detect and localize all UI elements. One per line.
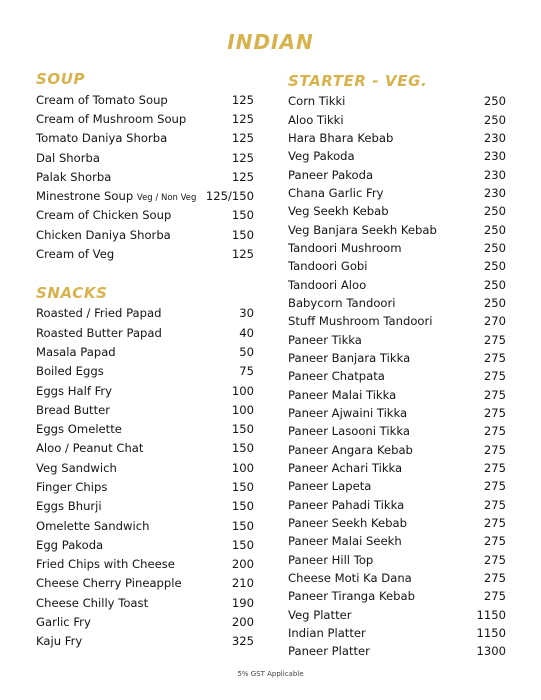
item-name: Veg Seekh Kebab [288, 204, 389, 219]
menu-item [288, 624, 506, 642]
item-price: 275 [483, 534, 506, 549]
menu-item [288, 220, 506, 238]
menu-item [36, 555, 254, 574]
item-price: 100 [231, 402, 254, 417]
item-name: Chana Garlic Fry [288, 185, 384, 200]
menu-item [288, 606, 506, 624]
starter-list [288, 92, 506, 661]
menu-item [36, 458, 254, 477]
snacks-list [36, 304, 254, 651]
menu-item [36, 400, 254, 419]
item-name: Veg Platter [288, 607, 352, 622]
menu-title: INDIAN [227, 30, 314, 54]
item-price: 125/150 [205, 189, 254, 204]
menu-item [288, 386, 506, 404]
menu-item [288, 239, 506, 257]
item-price: 325 [231, 634, 254, 649]
menu-item [36, 167, 254, 186]
snacks-heading: SNACKS [36, 283, 108, 302]
menu-item [288, 257, 506, 275]
menu-item [288, 404, 506, 422]
item-name: Eggs Omelette [36, 422, 122, 437]
starter-heading: STARTER - VEG. [288, 72, 428, 90]
menu-item [36, 225, 254, 244]
item-name: Babycorn Tandoori [288, 295, 396, 310]
menu-item [36, 381, 254, 400]
item-name: Stuff Mushroom Tandoori [288, 314, 433, 329]
item-price: 1150 [476, 626, 506, 641]
item-price: 250 [483, 222, 506, 237]
menu-item [36, 497, 254, 516]
menu-item [36, 362, 254, 381]
menu-item [36, 304, 254, 323]
item-name: Cheese Chilly Toast [36, 595, 149, 610]
item-price: 75 [239, 364, 254, 379]
item-price: 125 [231, 169, 254, 184]
item-price: 40 [239, 325, 254, 340]
menu-item [288, 349, 506, 367]
menu-item [288, 275, 506, 293]
menu-item [288, 514, 506, 532]
item-name: Eggs Half Fry [36, 383, 113, 398]
item-name: Roasted Butter Papad [36, 325, 162, 340]
menu-item [288, 569, 506, 587]
menu-item [288, 330, 506, 348]
menu-item [36, 612, 254, 631]
item-variant: Veg / Non Veg [136, 193, 197, 204]
item-name: Chicken Daniya Shorba [36, 227, 171, 242]
item-price: 1150 [476, 607, 506, 622]
menu-item [288, 477, 506, 495]
menu-item [36, 574, 254, 593]
item-price: 210 [231, 576, 254, 591]
item-name: Veg Banjara Seekh Kebab [288, 222, 437, 237]
item-price: 30 [239, 306, 254, 321]
item-price: 100 [231, 383, 254, 398]
item-price: 150 [231, 208, 254, 223]
item-price: 275 [483, 461, 506, 476]
item-name: Masala Papad [36, 344, 116, 359]
item-name: Paneer Chatpata [288, 369, 385, 384]
item-price: 250 [483, 259, 506, 274]
item-price: 150 [231, 499, 254, 514]
item-name: Minestrone Soup Veg / Non Veg [36, 189, 197, 204]
item-price: 275 [483, 479, 506, 494]
item-name: Paneer Platter [288, 644, 370, 659]
item-price: 150 [231, 227, 254, 242]
item-name: Finger Chips [36, 479, 108, 494]
item-name: Paneer Banjara Tikka [288, 350, 411, 365]
item-name: Corn Tikki [288, 94, 346, 109]
item-price: 275 [483, 516, 506, 531]
item-price: 230 [483, 167, 506, 182]
menu-item [288, 110, 506, 128]
item-price: 230 [483, 130, 506, 145]
item-price: 275 [483, 369, 506, 384]
menu-item [36, 439, 254, 458]
item-price: 275 [483, 424, 506, 439]
item-price: 125 [231, 150, 254, 165]
item-name: Cheese Cherry Pineapple [36, 576, 182, 591]
menu-item [36, 129, 254, 148]
item-price: 150 [231, 518, 254, 533]
item-price: 190 [231, 595, 254, 610]
menu-item [288, 496, 506, 514]
item-name: Egg Pakoda [36, 537, 104, 552]
item-name: Kaju Fry [36, 634, 83, 649]
item-name: Bread Butter [36, 402, 111, 417]
item-price: 275 [483, 442, 506, 457]
item-price: 275 [483, 589, 506, 604]
menu-item [288, 92, 506, 110]
item-price: 250 [483, 277, 506, 292]
item-price: 250 [483, 204, 506, 219]
item-name: Paneer Ajwaini Tikka [288, 406, 408, 421]
item-price: 270 [483, 314, 506, 329]
item-price: 275 [483, 552, 506, 567]
menu-item [288, 532, 506, 550]
item-price: 250 [483, 295, 506, 310]
item-price: 275 [483, 571, 506, 586]
item-name: Aloo / Peanut Chat [36, 441, 144, 456]
item-name: Tandoori Mushroom [288, 240, 402, 255]
item-name: Aloo Tikki [288, 112, 344, 127]
menu-item [36, 206, 254, 225]
item-price: 125 [231, 111, 254, 126]
menu-item [36, 593, 254, 612]
item-name: Paneer Lasooni Tikka [288, 424, 410, 439]
menu-item [288, 551, 506, 569]
menu-item [288, 147, 506, 165]
menu-item [36, 244, 254, 263]
gst-note: 5% GST Applicable [237, 670, 304, 678]
item-price: 100 [231, 460, 254, 475]
menu-item [288, 312, 506, 330]
item-name: Indian Platter [288, 626, 366, 641]
item-name: Veg Sandwich [36, 460, 117, 475]
item-price: 125 [231, 92, 254, 107]
item-name: Hara Bhara Kebab [288, 130, 394, 145]
item-name: Tandoori Gobi [288, 259, 368, 274]
menu-item [36, 90, 254, 109]
item-name: Paneer Lapeta [288, 479, 372, 494]
menu-item [288, 202, 506, 220]
item-price: 200 [231, 557, 254, 572]
item-price: 150 [231, 441, 254, 456]
item-price: 275 [483, 497, 506, 512]
menu-item [36, 419, 254, 438]
item-name: Paneer Malai Seekh [288, 534, 402, 549]
item-price: 50 [239, 344, 254, 359]
item-name: Veg Pakoda [288, 149, 355, 164]
item-name: Tomato Daniya Shorba [36, 131, 168, 146]
menu-item [36, 323, 254, 342]
item-price: 200 [231, 615, 254, 630]
menu-item [36, 186, 254, 205]
menu-item [288, 184, 506, 202]
item-price: 275 [483, 332, 506, 347]
menu-item [288, 459, 506, 477]
item-price: 230 [483, 149, 506, 164]
item-price: 150 [231, 422, 254, 437]
item-name: Cream of Tomato Soup [36, 92, 168, 107]
item-price: 250 [483, 94, 506, 109]
menu-item [36, 148, 254, 167]
item-price: 230 [483, 185, 506, 200]
item-name: Roasted / Fried Papad [36, 306, 162, 321]
menu-item [288, 294, 506, 312]
item-price: 275 [483, 387, 506, 402]
item-name: Palak Shorba [36, 169, 112, 184]
menu-item [36, 109, 254, 128]
soup-heading: SOUP [36, 70, 86, 88]
item-name: Garlic Fry [36, 615, 91, 630]
right-column [288, 70, 506, 661]
item-name: Cheese Moti Ka Dana [288, 571, 412, 586]
item-price: 275 [483, 406, 506, 421]
item-name: Boiled Eggs [36, 364, 104, 379]
menu-item [288, 587, 506, 605]
menu-item [36, 516, 254, 535]
left-column [36, 68, 254, 651]
item-name: Paneer Seekh Kebab [288, 516, 407, 531]
menu-item [36, 535, 254, 554]
item-name: Tandoori Aloo [288, 277, 367, 292]
item-name: Paneer Achari Tikka [288, 461, 403, 476]
menu-item [288, 165, 506, 183]
item-name: Paneer Hill Top [288, 552, 374, 567]
menu-item [288, 422, 506, 440]
item-name: Cream of Chicken Soup [36, 208, 172, 223]
item-price: 250 [483, 112, 506, 127]
menu-item [36, 632, 254, 651]
item-price: 125 [231, 247, 254, 262]
menu-item [36, 477, 254, 496]
menu-item [288, 129, 506, 147]
menu-item [36, 342, 254, 361]
item-name: Paneer Tikka [288, 332, 362, 347]
item-price: 275 [483, 350, 506, 365]
item-price: 1300 [476, 644, 506, 659]
menu-item [288, 367, 506, 385]
item-name: Cream of Veg [36, 247, 115, 262]
item-name: Paneer Malai Tikka [288, 387, 397, 402]
item-name: Dal Shorba [36, 150, 100, 165]
item-name: Paneer Tiranga Kebab [288, 589, 415, 604]
menu-item [288, 441, 506, 459]
item-name: Paneer Pahadi Tikka [288, 497, 405, 512]
item-name: Fried Chips with Cheese [36, 557, 175, 572]
item-name: Paneer Angara Kebab [288, 442, 413, 457]
item-price: 250 [483, 240, 506, 255]
item-price: 125 [231, 131, 254, 146]
item-price: 150 [231, 479, 254, 494]
item-name: Paneer Pakoda [288, 167, 374, 182]
item-name: Cream of Mushroom Soup [36, 111, 187, 126]
item-price: 150 [231, 537, 254, 552]
menu-item [288, 642, 506, 660]
soup-list [36, 90, 254, 264]
item-name: Eggs Bhurji [36, 499, 102, 514]
item-name: Omelette Sandwich [36, 518, 150, 533]
